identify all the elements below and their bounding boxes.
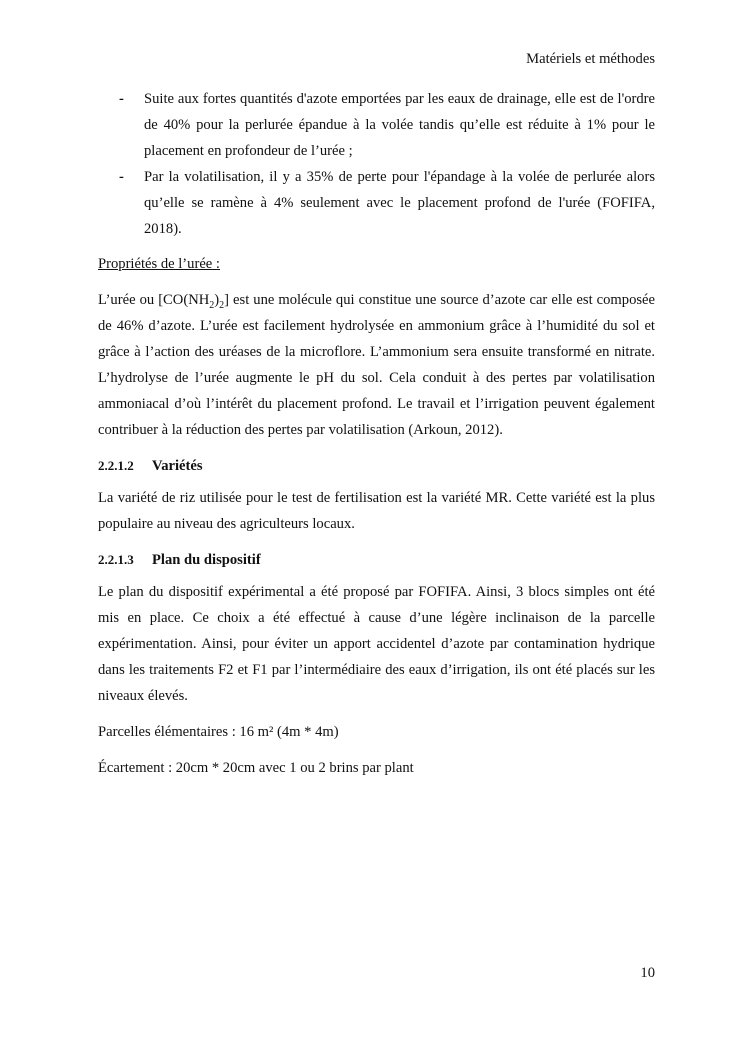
section-title: Variétés (152, 458, 203, 474)
uree-properties-title: Propriétés de l’urée : (98, 256, 220, 272)
parcelles-line: Parcelles élémentaires : 16 m² (4m * 4m) (98, 724, 339, 740)
section-title: Plan du dispositif (152, 552, 261, 568)
dash-bullet: - (119, 91, 124, 107)
bullet-text: Suite aux fortes quantités d'azote emportées par les eaux de drainage, elle est de l'ordre de 40% pour la perlurée épandue à la volée tandis qu’elle est réduite à 1% pour le placement en profondeur de l’urée ; (144, 91, 655, 159)
page-number: 10 (640, 965, 655, 981)
bullet-text: Par la volatilisation, il y a 35% de perte pour l'épandage à la volée de perlurée alors qu’elle se ramène à 4% seulement avec le placement profond de l'urée (FOFIFA, 2018). (144, 169, 655, 237)
section-heading-plan (98, 547, 655, 573)
section-number: 2.2.1.3 (98, 552, 134, 567)
uree-paragraph: L’urée ou $[CO(NH_2)_2]$ est une molécule qui constitue une source d’azote car elle est composée de 46% d’azote. L’urée est facilement hydrolysée en ammonium grâce à l’humidité du sol et grâce à l’action des uréases de la microflore. L’ammonium sera ensuite transformé en nitrate. L’hydrolyse de l’urée augmente le pH du sol. Cela conduit à des pertes par volatilisation ammoniacal d’où l’intérêt du placement profond. Le travail et l’irrigation peuvent également contribuer à la réduction des pertes par volatilisation (Arkoun, 2012). (98, 292, 655, 438)
varietes-paragraph: La variété de riz utilisée pour le test de fertilisation est la variété MR. Cette variété est la plus populaire au niveau des agriculteurs locaux. (98, 490, 655, 532)
bullet-list (98, 86, 655, 242)
running-header: Matériels et méthodes (526, 51, 655, 67)
ecartement-line: Écartement : 20cm * 20cm avec 1 ou 2 brins par plant (98, 760, 414, 776)
page-body (98, 86, 655, 791)
list-item (98, 86, 655, 164)
section-number: 2.2.1.2 (98, 458, 134, 473)
plan-paragraph: Le plan du dispositif expérimental a été proposé par FOFIFA. Ainsi, 3 blocs simples ont été mis en place. Ce choix a été effectué à cause d’une légère inclinaison de la parcelle expérimentation. Ainsi, pour éviter un apport accidentel d’azote par contamination hydrique dans les traitements F2 et F1 par l’intermédiaire des eaux d’irrigation, ils ont été placés sur les niveaux élevés. (98, 584, 655, 704)
list-item (98, 164, 655, 242)
section-heading-varietes (98, 453, 655, 479)
dash-bullet: - (119, 169, 124, 185)
